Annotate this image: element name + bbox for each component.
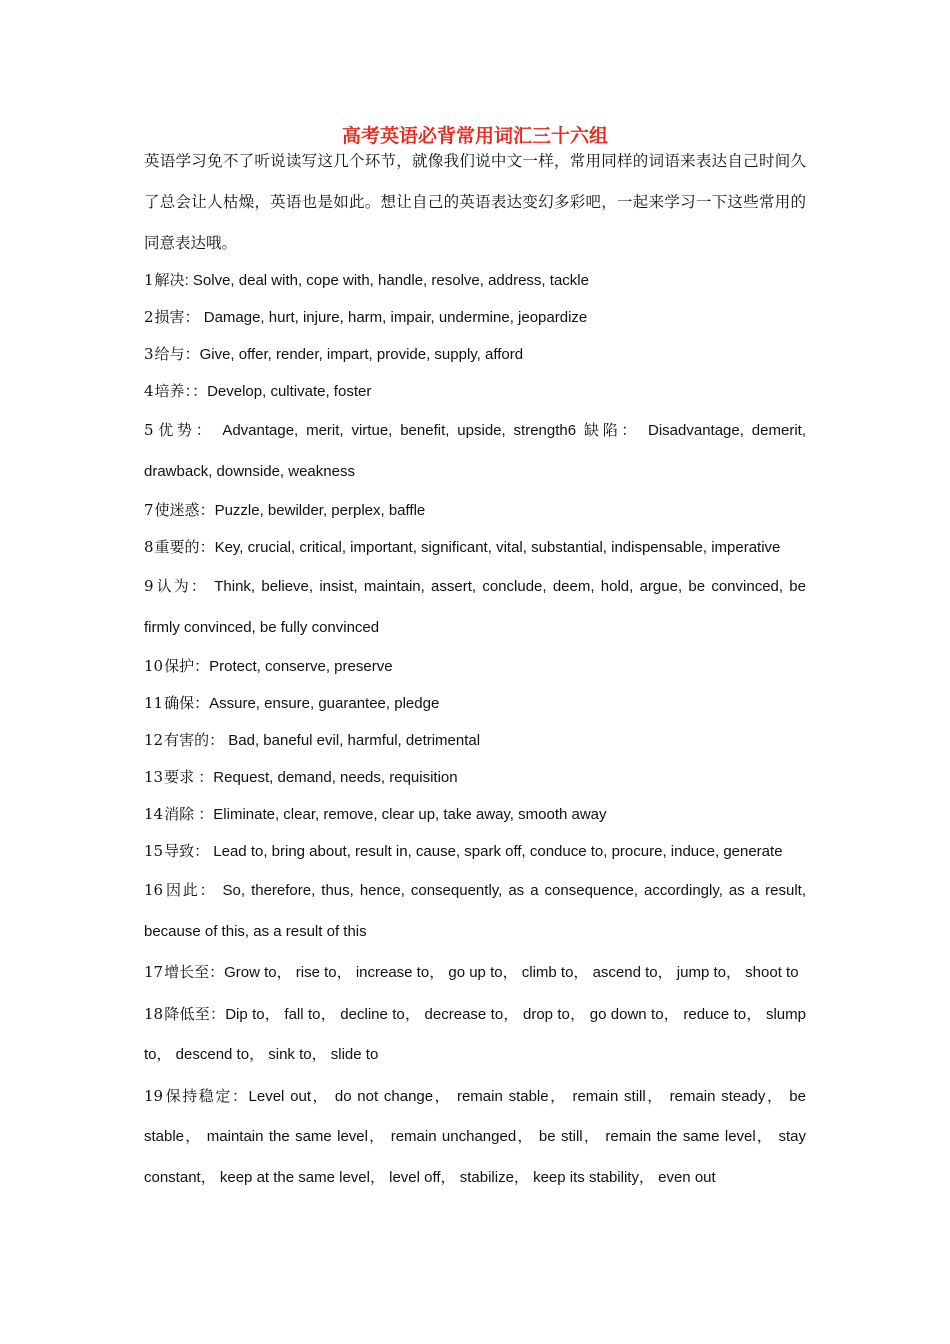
entry-chinese-term: 增长至 (164, 963, 210, 981)
entry-separator: ： (194, 806, 214, 823)
vocabulary-entry (144, 410, 806, 492)
entry-english-synonyms: So, therefore, thus, hence, consequently, as a consequence, accordingly, as a result, because of this, as a result of this (144, 882, 806, 940)
vocabulary-entry (144, 833, 806, 870)
entry-number: 9 (144, 577, 154, 595)
entry-number: 3 (144, 345, 154, 363)
document-title: 高考英语必背常用词汇三十六组 (341, 125, 608, 147)
entry-number: 15 (144, 842, 164, 860)
entry-chinese-term: 降低至 (164, 1004, 210, 1023)
entry-english-synonyms: Protect, conserve, preserve (209, 658, 393, 675)
entry-chinese-term: 消除 (164, 805, 195, 823)
entry-english-synonyms: Think, believe, insist, maintain, assert, conclude, deem, hold, argue, be convinced, be firmly convinced, be fully convinced (144, 578, 806, 636)
entry-separator: ： (194, 695, 210, 712)
entry-number: 14 (144, 805, 164, 823)
vocabulary-entry (144, 373, 806, 410)
entry-separator: ： (209, 1005, 226, 1023)
entry-english-synonyms: Grow to， rise to， increase to， go up to， climb to， ascend to， jump to， shoot to (224, 964, 799, 981)
entry-chinese-term: 损害 (154, 308, 185, 326)
entry-separator: ： (199, 539, 215, 556)
entry-chinese-term: 优势 (154, 421, 196, 439)
vocabulary-entry (144, 685, 806, 722)
entry-number: 19 (144, 1086, 164, 1105)
entry-chinese-term: 保护 (164, 657, 195, 675)
vocabulary-entry (144, 952, 806, 994)
entry-separator: ： (199, 502, 215, 519)
vocabulary-entry (144, 870, 806, 952)
entry-chinese-term: 解决 (154, 271, 185, 289)
entry-english-synonyms: Advantage, merit, virtue, benefit, upside, strength6 缺陷： Disadvantage, demerit, drawback, downside, weakness (144, 422, 806, 480)
entry-chinese-term: 使迷惑 (154, 501, 200, 519)
entry-english-synonyms: Solve, deal with, cope with, handle, resolve, address, tackle (192, 272, 589, 289)
entry-number: 18 (144, 1004, 164, 1023)
entry-number: 2 (144, 308, 154, 326)
vocabulary-entry (144, 722, 806, 759)
entry-english-synonyms: Assure, ensure, guarantee, pledge (209, 695, 440, 712)
vocabulary-entry (144, 796, 806, 833)
entry-english-synonyms: Lead to, bring about, result in, cause, spark off, conduce to, procure, induce, generate (213, 843, 783, 860)
entry-chinese-term: 要求 (164, 768, 195, 786)
entry-english-synonyms: Give, offer, render, impart, provide, supply, afford (199, 346, 524, 363)
entry-english-synonyms: Dip to， fall to， decline to， decrease to， drop to， go down to， reduce to， slump to， descend to， sink to， slide to (144, 1005, 806, 1063)
entry-separator: ： (194, 769, 214, 786)
entry-number: 17 (144, 963, 164, 981)
vocabulary-entry (144, 262, 806, 299)
entry-number: 12 (144, 731, 164, 749)
entry-chinese-term: 导致 (164, 842, 195, 860)
entry-english-synonyms: Damage, hurt, injure, harm, impair, undermine, jeopardize (203, 309, 588, 326)
entry-english-synonyms: Bad, baneful evil, harmful, detrimental (228, 732, 481, 749)
vocabulary-entry (144, 529, 806, 566)
entry-chinese-term: 培养 (154, 382, 185, 400)
entry-separator: ：： (184, 383, 208, 400)
entry-english-synonyms: Key, crucial, critical, important, significant, vital, substantial, indispensable, imperative (214, 539, 781, 556)
entry-number: 7 (144, 501, 154, 519)
entry-english-synonyms: Puzzle, bewilder, perplex, baffle (214, 502, 426, 519)
entry-english-synonyms: Level out， do not change， remain stable， remain still， remain steady， be stable， maintain the same level， remain unchanged， be still， remain the same level， stay constant， keep at the same level， level off， stabilize， keep its stability， even out (144, 1087, 806, 1186)
vocabulary-entry (144, 648, 806, 685)
vocabulary-entry (144, 994, 806, 1076)
entry-separator: : (184, 272, 193, 289)
entry-chinese-term: 保持稳定 (164, 1086, 232, 1105)
vocabulary-entry (144, 336, 806, 373)
entry-separator: ： (209, 732, 229, 749)
entry-number: 5 (144, 421, 154, 439)
entry-chinese-term: 因此 (164, 881, 200, 899)
entry-chinese-term: 有害的 (164, 731, 210, 749)
intro-paragraph: 英语学习免不了听说读写这几个环节，就像我们说中文一样，常用同样的词语来表达自己时间久了总会让人枯燥，英语也是如此。想让自己的英语表达变幻多彩吧，一起来学习一下这些常用的同意表达哦。 (144, 152, 806, 252)
vocabulary-entry (144, 759, 806, 796)
entry-separator: ： (231, 1087, 249, 1105)
entry-number: 4 (144, 382, 154, 400)
entry-chinese-term: 重要的 (154, 538, 200, 556)
entry-number: 11 (144, 694, 164, 712)
entry-separator: ： (199, 882, 223, 899)
entry-separator: ： (184, 309, 204, 326)
entry-english-synonyms: Eliminate, clear, remove, clear up, take away, smooth away (213, 806, 607, 823)
entry-chinese-term: 给与 (154, 345, 185, 363)
entry-number: 1 (144, 271, 154, 289)
vocabulary-entry (144, 299, 806, 336)
vocabulary-entry (144, 566, 806, 648)
entry-number: 13 (144, 768, 164, 786)
entry-chinese-term: 确保 (164, 694, 195, 712)
entry-number: 8 (144, 538, 154, 556)
entry-number: 10 (144, 657, 164, 675)
vocabulary-list (144, 262, 806, 1198)
vocabulary-entry (144, 1076, 806, 1199)
entry-separator: ： (209, 964, 225, 981)
entry-english-synonyms: Request, demand, needs, requisition (213, 769, 458, 786)
entry-separator: ： (194, 843, 214, 860)
entry-separator: ： (195, 422, 223, 439)
entry-english-synonyms: Develop, cultivate, foster (207, 383, 372, 400)
entry-number: 16 (144, 881, 164, 899)
entry-separator: ： (184, 346, 200, 363)
entry-separator: ： (194, 658, 210, 675)
entry-chinese-term: 认为 (154, 577, 191, 595)
entry-separator: ： (190, 578, 215, 595)
vocabulary-entry (144, 492, 806, 529)
